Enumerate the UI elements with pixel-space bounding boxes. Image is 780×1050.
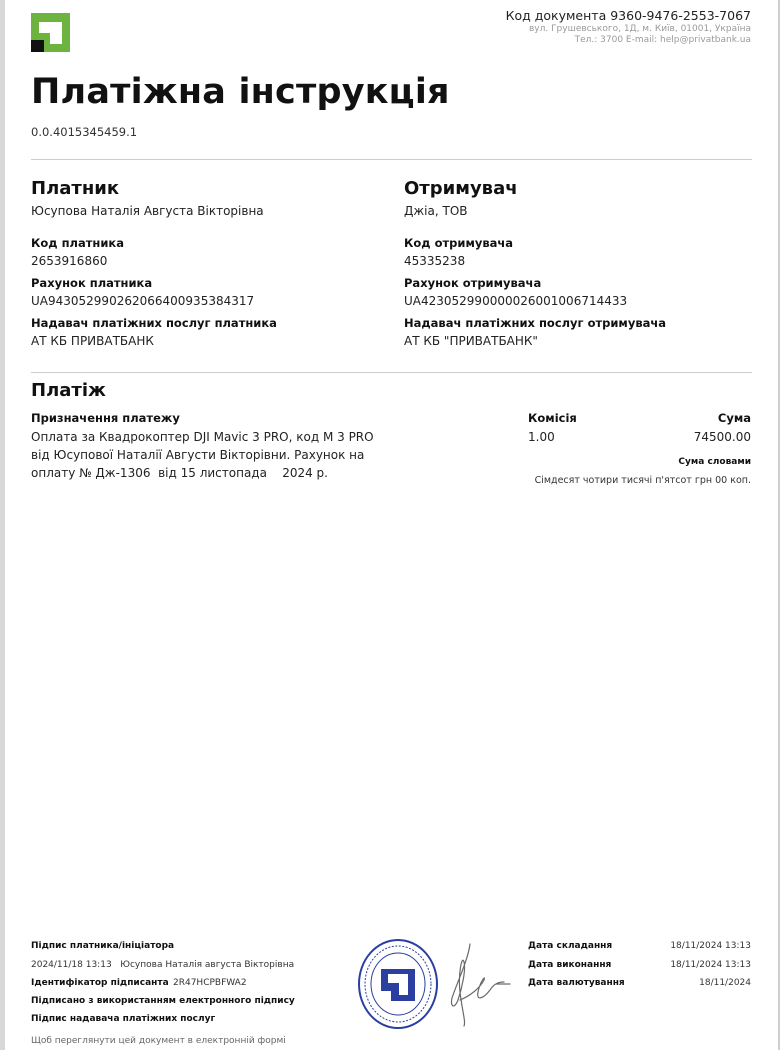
date-label: Дата складання (528, 941, 613, 951)
payer-name: Юсупова Наталія Августа Вікторівна (31, 204, 264, 218)
sum-value: 74500.00 (693, 430, 751, 444)
handwritten-signature (440, 940, 512, 1028)
page-left-edge (0, 0, 5, 1050)
payer-code: 2653916860 (31, 254, 108, 268)
sum-label: Сума (717, 411, 751, 425)
payer-code-label: Код платника (31, 236, 124, 250)
payer-provider: АТ КБ ПРИВАТБАНК (31, 334, 154, 348)
esign-note: Підписано з використанням електронного підпису (31, 996, 295, 1006)
date-value: 18/11/2024 13:13 (670, 960, 751, 970)
bank-address: вул. Грушевського, 1Д, м. Київ, 01001, Україна (528, 24, 751, 34)
payer-section (31, 178, 391, 348)
signature-line: 2024/11/18 13:13 Юсупова Наталія августа Вікторівна (31, 960, 295, 970)
bank-stamp-icon (357, 938, 439, 1030)
signer-id-label: Ідентифікатор підписанта (31, 978, 169, 988)
view-note: Щоб переглянути цей документ в електронній формі (31, 1036, 286, 1046)
recipient-account-label: Рахунок отримувача (404, 276, 542, 290)
date-value: 18/11/2024 13:13 (670, 941, 751, 951)
page-title: Платіжна інструкція (31, 72, 450, 112)
recipient-heading: Отримувач (404, 178, 518, 199)
document-code: Код документа 9360-9476-2553-7067 (505, 8, 751, 23)
recipient-code-label: Код отримувача (404, 236, 514, 250)
payment-heading: Платіж (31, 380, 106, 401)
date-label: Дата виконання (528, 960, 612, 970)
payer-account: UA943052990262066400935384317 (31, 294, 255, 308)
provider-signature-label: Підпис надавача платіжних послуг (31, 1014, 216, 1024)
recipient-provider-label: Надавач платіжних послуг отримувача (404, 316, 667, 330)
privatbank-logo-icon (31, 13, 70, 52)
payment-purpose: Оплата за Квадрокоптер DJI Mavic 3 PRO, код M 3 PRO від Юсупової Наталії Августи Вікторівни. Рахунок на оплату № Дж-1306 від 15 листопада 2024 р. (31, 430, 378, 480)
document-number: 0.0.4015345459.1 (31, 125, 138, 139)
document-header (506, 8, 751, 46)
bank-contact: Тел.: 3700 E-mail: help@privatbank.ua (574, 35, 751, 45)
date-label: Дата валютування (528, 978, 625, 988)
recipient-name: Джіа, ТОВ (404, 204, 468, 218)
divider (31, 159, 752, 160)
fee-label: Комісія (528, 411, 577, 425)
sum-in-words-label: Сума словами (678, 457, 751, 467)
recipient-account: UA423052990000026001006714433 (404, 294, 628, 308)
payer-heading: Платник (31, 178, 120, 199)
fee-value: 1.00 (528, 430, 555, 444)
recipient-provider: АТ КБ "ПРИВАТБАНК" (404, 334, 538, 348)
signer-id: 2R47HCPBFWA2 (173, 978, 247, 988)
divider (31, 372, 752, 373)
recipient-section (404, 178, 754, 348)
recipient-code: 45335238 (404, 254, 466, 268)
payer-account-label: Рахунок платника (31, 276, 153, 290)
payment-purpose-label: Призначення платежу (31, 411, 180, 425)
sum-in-words: Сімдесят чотири тисячі п'ятсот грн 00 коп. (534, 475, 751, 486)
date-value: 18/11/2024 (699, 978, 751, 988)
payer-provider-label: Надавач платіжних послуг платника (31, 316, 277, 330)
signature-label: Підпис платника/ініціатора (31, 941, 175, 951)
